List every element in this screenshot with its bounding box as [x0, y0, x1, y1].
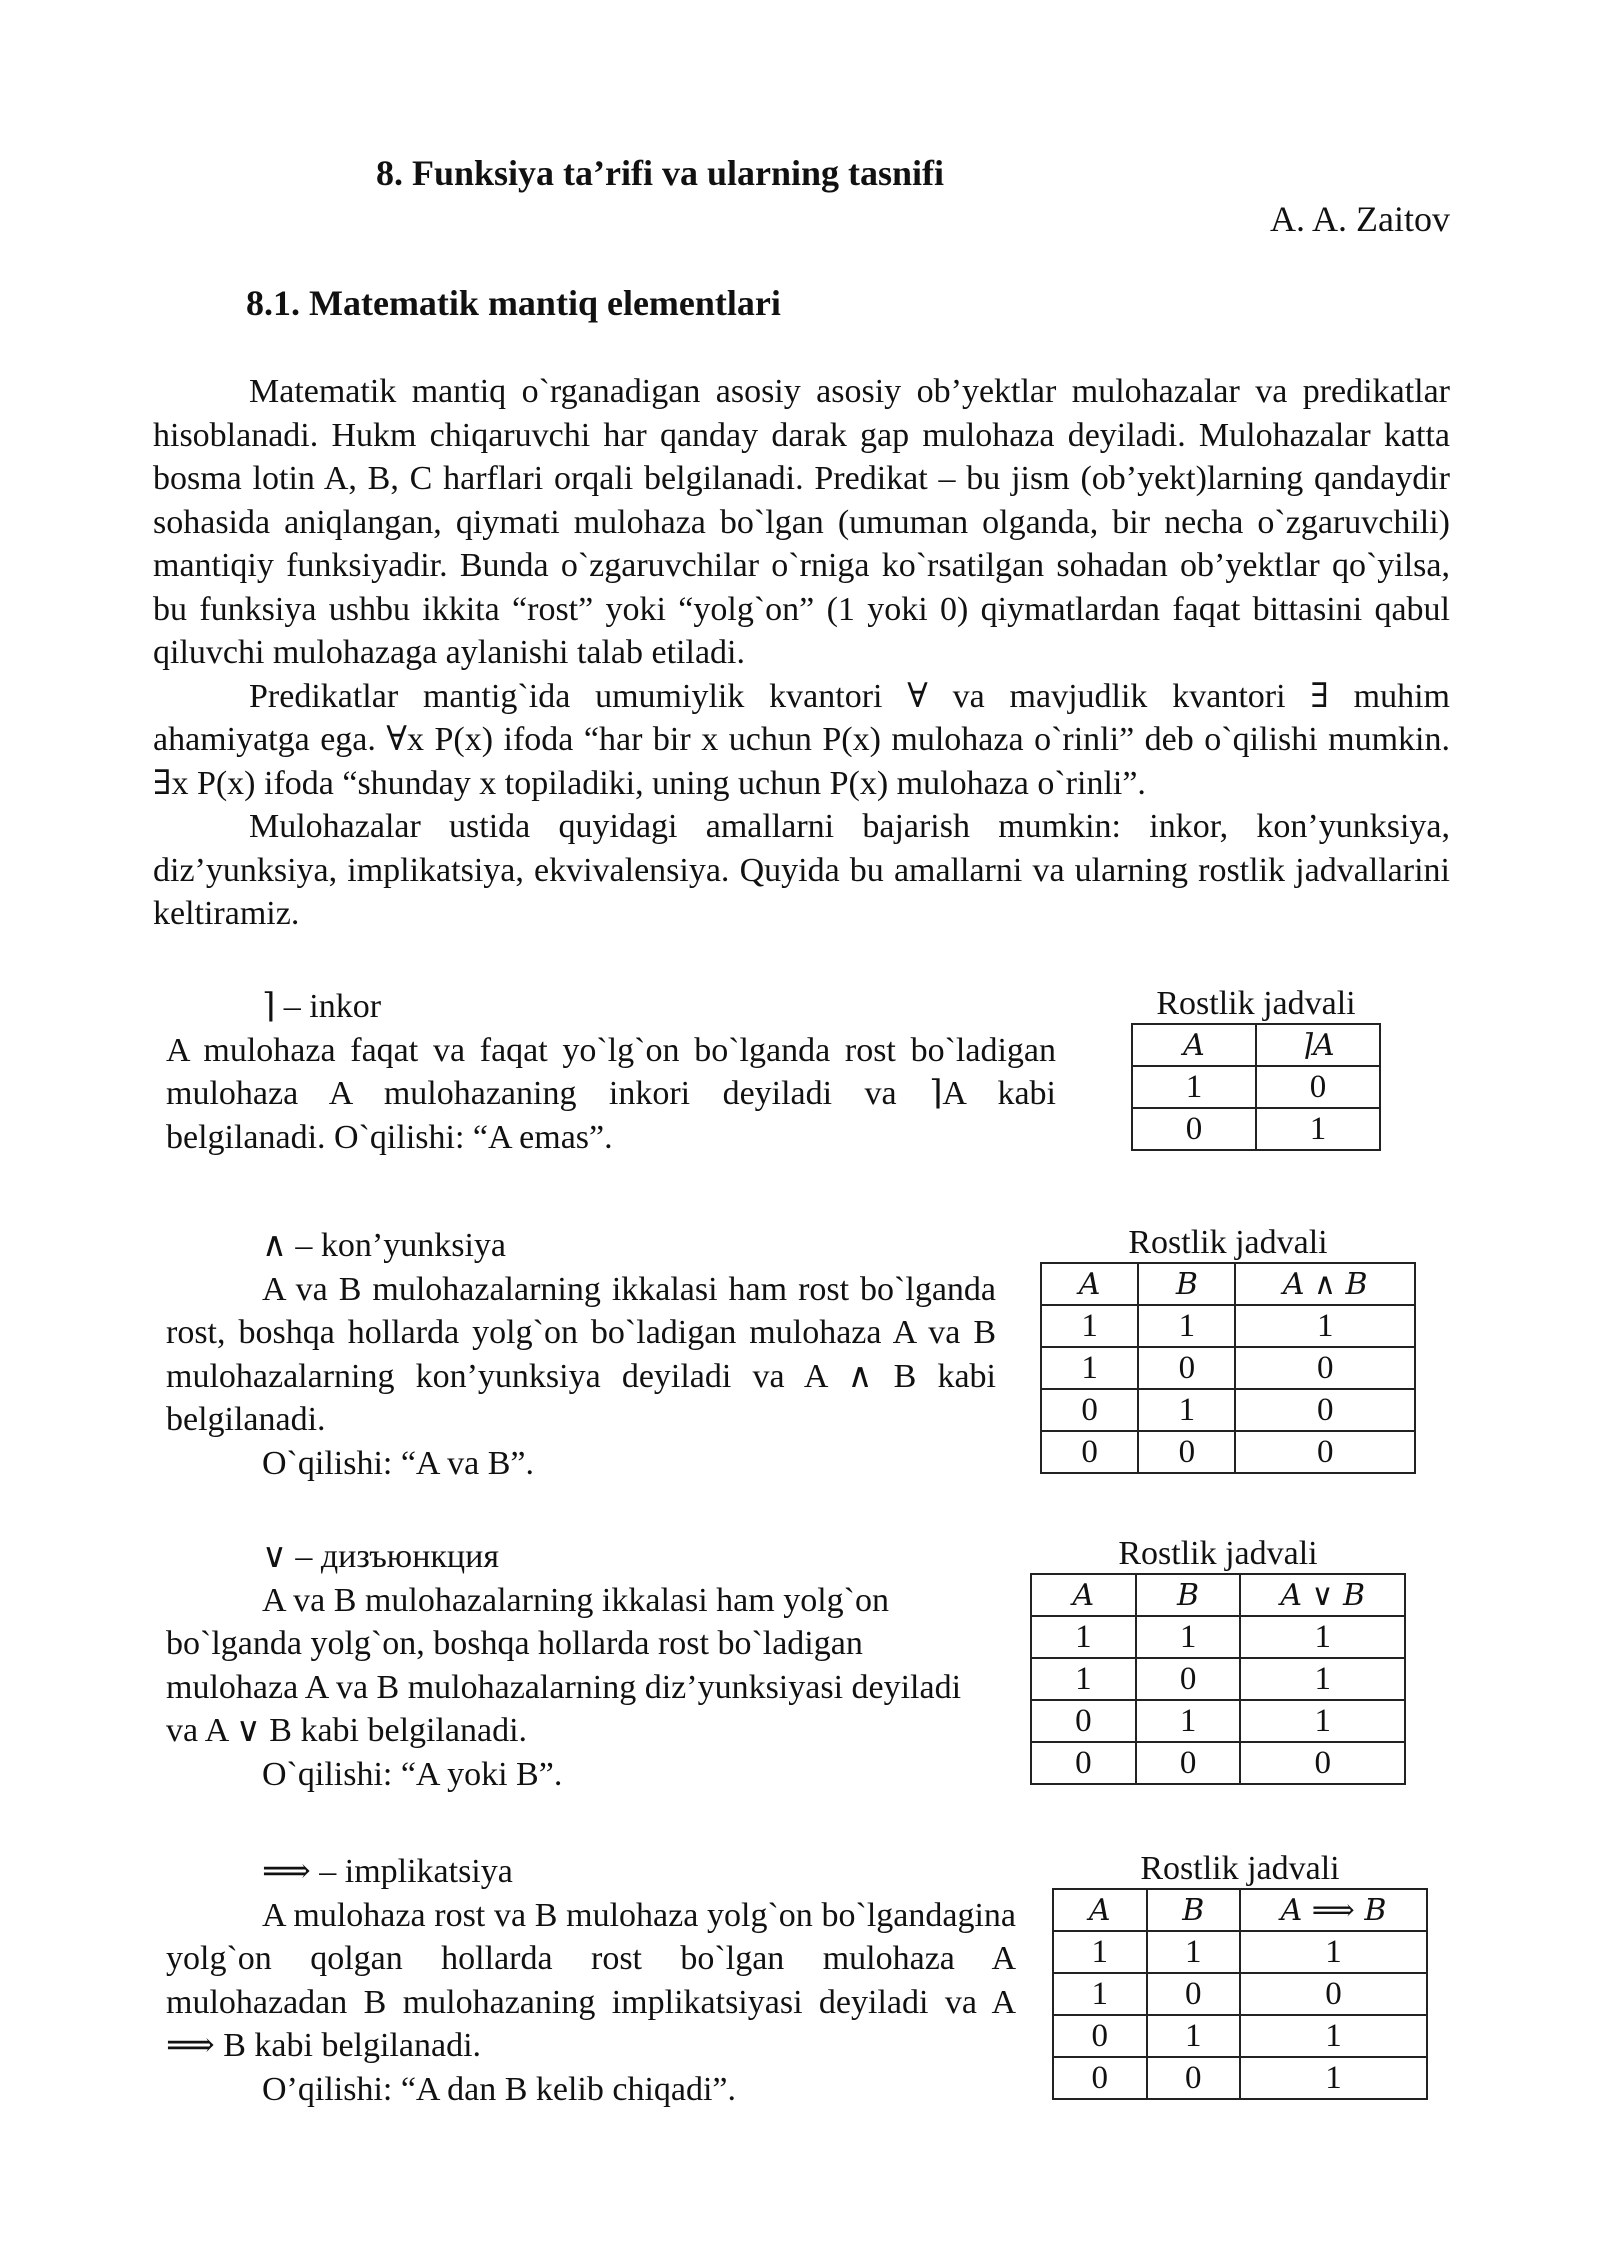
- implication-truth-table-block: [1052, 1850, 1428, 2100]
- table-header-cell: A: [1031, 1574, 1136, 1616]
- table-cell: 1: [1240, 1616, 1405, 1658]
- table-cell: 0: [1136, 1658, 1241, 1700]
- table-cell: 0: [1041, 1431, 1138, 1473]
- disjunction-truth-table: [1030, 1573, 1406, 1785]
- implication-reading: O’qilishi: “A dan B kelib chiqadi”.: [262, 2070, 737, 2108]
- table-cell: 1: [1031, 1658, 1136, 1700]
- table-cell: 0: [1136, 1742, 1241, 1784]
- disjunction-head: ∨ – дизъюнкция: [262, 1538, 499, 1575]
- table-cell: 0: [1053, 2015, 1147, 2057]
- table-cell: 1: [1240, 2057, 1427, 2099]
- table-cell: 1: [1147, 2015, 1241, 2057]
- truth-table-title: Rostlik jadvali: [1118, 1535, 1318, 1572]
- table-cell: 0: [1235, 1347, 1415, 1389]
- conjunction-head: ∧ – kon’yunksiya: [262, 1227, 506, 1264]
- table-cell: 1: [1041, 1305, 1138, 1347]
- implication-head: ⟹ – implikatsiya: [262, 1853, 513, 1890]
- intro-paragraph-1: Matematik mantiq o`rganadigan asosiy asosiy ob’yektlar mulohazalar va predikatlar hisoblanadi. Hukm chiqaruvchi har qanday darak gap mulohaza deyiladi. Mulohazalar katta bosma lotin A, B, C harflari orqali belgilanadi. Predikat – bu jism (ob’yekt)larning qandaydir sohasida aniqlangan, qiymati mulohaza bo`lgan (umuman olganda, bir necha o`zgaruvchili) mantiqiy funksiyadir. Bunda o`zgaruvchilar o`rniga ko`rsatilgan sohadan ob’yektlar qo`yilsa, bu funksiya ushbu ikkita “rost” yoki “yolg`on” (1 yoki 0) qiymatlardan faqat bittasini qabul qiluvchi mulohazaga aylanishi talab etiladi.: [153, 373, 1450, 671]
- table-cell: 0: [1256, 1066, 1380, 1108]
- table-header-cell: A ⟹ B: [1240, 1889, 1427, 1931]
- table-header-cell: A: [1041, 1263, 1138, 1305]
- table-cell: 0: [1235, 1431, 1415, 1473]
- table-cell: 0: [1240, 1742, 1405, 1784]
- table-header-cell: B: [1136, 1574, 1241, 1616]
- table-cell: 0: [1240, 1973, 1427, 2015]
- page-title: 8. Funksiya ta’rifi va ularning tasnifi: [375, 153, 945, 193]
- implication-truth-table: [1052, 1888, 1428, 2100]
- table-cell: 1: [1240, 1700, 1405, 1742]
- conjunction-truth-table: [1040, 1262, 1416, 1474]
- disjunction-text: A va B mulohazalarning ikkalasi ham yolg`on bo`lganda yolg`on, boshqa hollarda rost bo`ladigan mulohaza A va B mulohazalarning diz’yunksiyasi deyiladi va A ∨ B kabi belgilanadi.: [166, 1581, 962, 1749]
- table-cell: 1: [1240, 1931, 1427, 1973]
- intro-paragraph-2: Predikatlar mantig`ida umumiylik kvantori ∀ va mavjudlik kvantori ∃ muhim ahamiyatga ega. ∀x P(x) ifoda “har bir x uchun P(x) mulohaza o`rinli” deb o`qilishi mumkin. ∃x P(x) ifoda “shunday x topiladiki, uning uchun P(x) mulohaza o`rinli”.: [153, 677, 1450, 802]
- table-cell: 0: [1235, 1389, 1415, 1431]
- table-cell: 1: [1240, 2015, 1427, 2057]
- negation-truth-table: [1131, 1023, 1381, 1151]
- table-header-cell: A: [1053, 1889, 1147, 1931]
- table-cell: 0: [1147, 1973, 1241, 2015]
- negation-symbol: ⌉: [262, 988, 276, 1025]
- disjunction-truth-table-block: [1030, 1535, 1406, 1785]
- intro-text: [153, 370, 1450, 936]
- table-header-cell: A ∨ B: [1240, 1574, 1405, 1616]
- negation-truth-table-block: [1131, 985, 1381, 1151]
- table-cell: 0: [1053, 2057, 1147, 2099]
- conjunction-block: [166, 1224, 996, 1485]
- table-cell: 1: [1256, 1108, 1380, 1150]
- disjunction-block: [166, 1535, 966, 1796]
- table-cell: 0: [1138, 1431, 1235, 1473]
- table-cell: 1: [1138, 1389, 1235, 1431]
- table-cell: 0: [1138, 1347, 1235, 1389]
- conjunction-text: A va B mulohazalarning ikkalasi ham rost bo`lganda rost, boshqa hollarda yolg`on bo`ladigan mulohaza A va B mulohazalarning kon’yunksiya deyiladi va A ∧ B kabi belgilanadi.: [166, 1270, 996, 1438]
- table-cell: 1: [1240, 1658, 1405, 1700]
- negation-block: [166, 985, 1056, 1159]
- negation-text: A mulohaza faqat va faqat yo`lg`on bo`lganda rost bo`ladigan mulohaza A mulohazaning inkori deyiladi va ⌉A kabi belgilanadi. O`qilishi: “A emas”.: [166, 1031, 1056, 1156]
- intro-paragraph-3: Mulohazalar ustida quyidagi amallarni bajarish mumkin: inkor, kon’yunksiya, diz’yunksiya, implikatsiya, ekvivalensiya. Quyida bu amallarni va ularning rostlik jadvallarini keltiramiz.: [153, 808, 1450, 932]
- table-cell: 0: [1041, 1389, 1138, 1431]
- truth-table-title: Rostlik jadvali: [1128, 1224, 1328, 1261]
- table-cell: 0: [1132, 1108, 1256, 1150]
- author: A. A. Zaitov: [1270, 199, 1450, 239]
- negation-head: [166, 985, 1056, 1029]
- conjunction-truth-table-block: [1040, 1224, 1416, 1474]
- table-cell: 1: [1053, 1973, 1147, 2015]
- disjunction-reading: O`qilishi: “A yoki B”.: [262, 1755, 563, 1793]
- table-cell: 1: [1132, 1066, 1256, 1108]
- table-cell: 1: [1041, 1347, 1138, 1389]
- table-cell: 0: [1147, 2057, 1241, 2099]
- table-cell: 1: [1147, 1931, 1241, 1973]
- implication-text: A mulohaza rost va B mulohaza yolg`on bo`lgandagina yolg`on qolgan hollarda rost bo`lgan mulohaza A mulohazadan B mulohazaning implikatsiyasi deyiladi va A ⟹ B kabi belgilanadi.: [166, 1896, 1016, 2064]
- table-cell: 0: [1031, 1742, 1136, 1784]
- table-header-cell: A ∧ B: [1235, 1263, 1415, 1305]
- conjunction-reading: O`qilishi: “A va B”.: [262, 1444, 534, 1482]
- implication-block: [166, 1850, 1016, 2111]
- negation-label: – inkor: [283, 988, 382, 1025]
- table-cell: 1: [1235, 1305, 1415, 1347]
- table-header-cell: ⌉A: [1256, 1024, 1380, 1066]
- table-header-cell: B: [1147, 1889, 1241, 1931]
- table-header-cell: A: [1132, 1024, 1256, 1066]
- table-cell: 1: [1136, 1616, 1241, 1658]
- truth-table-title: Rostlik jadvali: [1156, 985, 1356, 1022]
- table-header-cell: B: [1138, 1263, 1235, 1305]
- section-heading: 8.1. Matematik mantiq elementlari: [246, 283, 781, 323]
- table-cell: 1: [1031, 1616, 1136, 1658]
- table-cell: 1: [1136, 1700, 1241, 1742]
- table-cell: 1: [1138, 1305, 1235, 1347]
- table-cell: 0: [1031, 1700, 1136, 1742]
- table-cell: 1: [1053, 1931, 1147, 1973]
- truth-table-title: Rostlik jadvali: [1140, 1850, 1340, 1887]
